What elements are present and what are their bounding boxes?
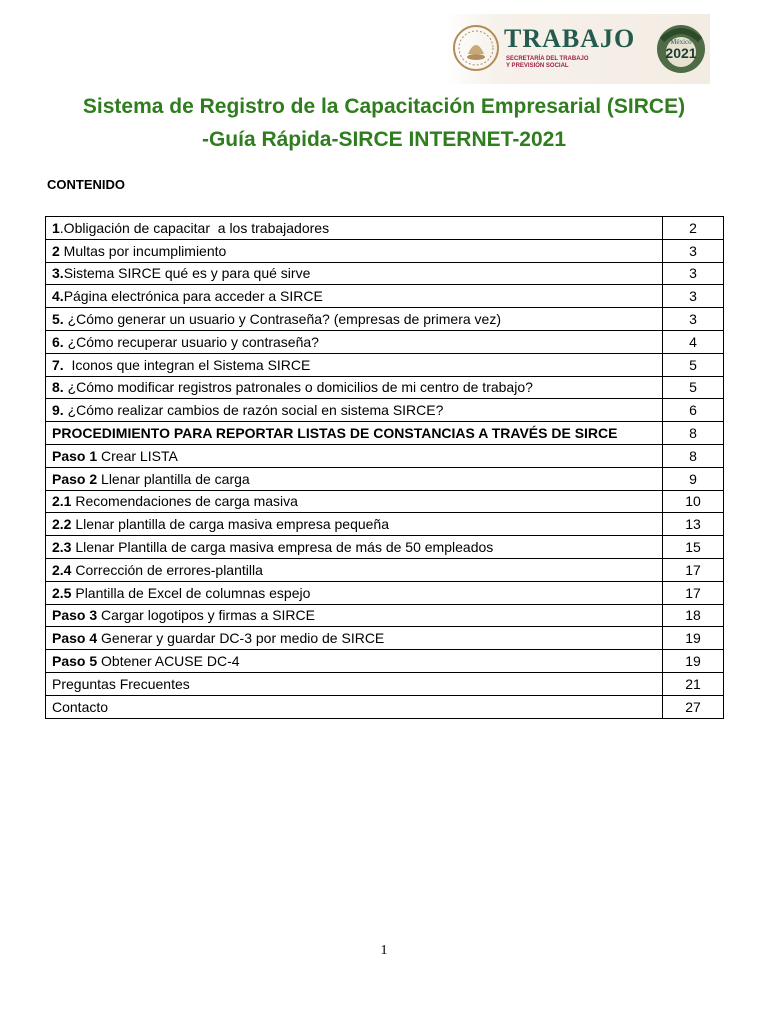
toc-entry-title: [46, 650, 663, 673]
toc-entry-number: 2.3: [52, 539, 72, 556]
toc-entry-page: 19: [663, 650, 724, 673]
toc-entry-page: 2: [663, 217, 724, 240]
document-title-line1: Sistema de Registro de la Capacitación Empresarial (SIRCE): [82, 95, 686, 118]
table-row: [46, 422, 724, 445]
anniversary-top-text: México: [670, 38, 692, 46]
toc-entry-text: Cargar logotipos y firmas a SIRCE: [97, 607, 315, 624]
toc-entry-number: 1: [52, 219, 60, 236]
toc-entry-page: 3: [663, 285, 724, 308]
toc-entry-title: [46, 444, 663, 467]
toc-entry-title: [46, 239, 663, 262]
toc-entry-page: 13: [663, 513, 724, 536]
toc-entry-text: Obtener ACUSE DC-4: [97, 653, 240, 670]
toc-entry-number: 2.2: [52, 516, 72, 533]
toc-entry-title: [46, 353, 663, 376]
table-row: [46, 285, 724, 308]
toc-entry-page: 8: [663, 444, 724, 467]
table-row: [46, 467, 724, 490]
toc-entry-title: [46, 422, 663, 445]
table-row: [46, 217, 724, 240]
toc-entry-text: Página electrónica para acceder a SIRCE: [63, 288, 323, 305]
table-row: [46, 581, 724, 604]
toc-entry-title: [46, 536, 663, 559]
toc-entry-number: 6.: [52, 333, 64, 350]
toc-entry-number: 2.4: [52, 561, 72, 578]
table-row: [46, 490, 724, 513]
toc-entry-number: 5.: [52, 311, 64, 328]
toc-entry-text: ¿Cómo realizar cambios de razón social en sistema SIRCE?: [63, 402, 444, 419]
page-number: 1: [380, 943, 388, 958]
table-row: [46, 513, 724, 536]
anniversary-logo-icon: [654, 22, 708, 76]
toc-entry-text: Preguntas Frecuentes: [52, 675, 190, 692]
toc-entry-text: Llenar plantilla de carga masiva empresa pequeña: [71, 516, 389, 533]
toc-entry-number: 9.: [52, 402, 64, 419]
toc-entry-title: [46, 376, 663, 399]
toc-entry-text: Corrección de errores-plantilla: [71, 561, 263, 578]
toc-entry-number: 4.: [52, 288, 64, 305]
toc-entry-text: ¿Cómo generar un usuario y Contraseña? (empresas de primera vez): [63, 311, 501, 328]
toc-entry-number: 2: [52, 242, 60, 259]
toc-entry-title: [46, 217, 663, 240]
table-row: [46, 627, 724, 650]
toc-entry-text: Llenar Plantilla de carga masiva empresa de más de 50 empleados: [71, 539, 494, 556]
toc-entry-title: [46, 467, 663, 490]
table-row: [46, 558, 724, 581]
table-row: [46, 695, 724, 718]
toc-entry-title: [46, 399, 663, 422]
toc-entry-page: 27: [663, 695, 724, 718]
toc-entry-title: [46, 672, 663, 695]
table-row: [46, 650, 724, 673]
toc-entry-page: 5: [663, 353, 724, 376]
toc-entry-title: [46, 604, 663, 627]
coat-of-arms-icon: [452, 24, 500, 72]
toc-entry-text: Recomendaciones de carga masiva: [71, 493, 298, 510]
toc-entry-title: [46, 581, 663, 604]
table-row: [46, 604, 724, 627]
toc-entry-text: Crear LISTA: [97, 447, 178, 464]
table-row: [46, 376, 724, 399]
toc-entry-number: Paso 3: [52, 607, 98, 624]
toc-entry-title: [46, 695, 663, 718]
toc-entry-page: 19: [663, 627, 724, 650]
toc-entry-page: 15: [663, 536, 724, 559]
table-row: [46, 672, 724, 695]
toc-entry-page: 9: [663, 467, 724, 490]
toc-entry-number: 2.5: [52, 584, 72, 601]
toc-entry-page: 3: [663, 308, 724, 331]
toc-entry-number: Paso 4: [52, 630, 98, 647]
table-row: [46, 330, 724, 353]
toc-entry-text: Llenar plantilla de carga: [97, 470, 250, 487]
contents-heading: CONTENIDO: [47, 177, 125, 192]
toc-entry-text: Iconos que integran el Sistema SIRCE: [63, 356, 311, 373]
table-row: [46, 353, 724, 376]
toc-entry-text: Generar y guardar DC-3 por medio de SIRCE: [97, 630, 385, 647]
table-row: [46, 536, 724, 559]
toc-entry-page: 4: [663, 330, 724, 353]
toc-entry-text: Multas por incumplimiento: [59, 242, 227, 259]
toc-entry-number: Paso 2: [52, 470, 98, 487]
toc-entry-number: Paso 5: [52, 653, 98, 670]
toc-entry-number: Paso 1: [52, 447, 98, 464]
toc-entry-title: [46, 285, 663, 308]
table-row: [46, 444, 724, 467]
toc-entry-title: [46, 262, 663, 285]
toc-entry-number: 7.: [52, 356, 64, 373]
toc-entry-title: [46, 627, 663, 650]
brand-subtitle: SECRETARÍA DEL TRABAJO Y PREVISIÓN SOCIAL: [506, 56, 589, 69]
toc-entry-page: 6: [663, 399, 724, 422]
brand-name: TRABAJO: [504, 24, 636, 53]
toc-entry-page: 21: [663, 672, 724, 695]
toc-entry-page: 8: [663, 422, 724, 445]
toc-entry-page: 3: [663, 262, 724, 285]
table-row: [46, 262, 724, 285]
toc-entry-page: 17: [663, 558, 724, 581]
document-title-line2: -Guía Rápida-SIRCE INTERNET-2021: [201, 128, 567, 151]
toc-entry-text: Plantilla de Excel de columnas espejo: [71, 584, 311, 601]
toc-entry-text: .Obligación de capacitar a los trabajadores: [59, 219, 330, 236]
table-row: [46, 399, 724, 422]
toc-entry-text: ¿Cómo modificar registros patronales o domicilios de mi centro de trabajo?: [63, 379, 533, 396]
toc-entry-title: [46, 558, 663, 581]
table-of-contents: [45, 216, 724, 719]
toc-entry-text: Sistema SIRCE qué es y para qué sirve: [63, 265, 311, 282]
toc-entry-title: [46, 490, 663, 513]
toc-entry-number: PROCEDIMIENTO PARA REPORTAR LISTAS DE CONSTANCIAS A TRAVÉS DE SIRCE: [52, 425, 618, 442]
table-row: [46, 239, 724, 262]
toc-entry-page: 10: [663, 490, 724, 513]
toc-entry-title: [46, 330, 663, 353]
toc-entry-page: 17: [663, 581, 724, 604]
table-row: [46, 308, 724, 331]
toc-entry-page: 18: [663, 604, 724, 627]
toc-entry-text: ¿Cómo recuperar usuario y contraseña?: [63, 333, 319, 350]
toc-entry-page: 3: [663, 239, 724, 262]
toc-entry-title: [46, 308, 663, 331]
toc-entry-number: 8.: [52, 379, 64, 396]
toc-entry-page: 5: [663, 376, 724, 399]
toc-entry-title: [46, 513, 663, 536]
toc-entry-number: 3.: [52, 265, 64, 282]
toc-entry-text: Contacto: [52, 698, 109, 715]
anniversary-year-text: 2021: [665, 45, 697, 61]
toc-entry-number: 2.1: [52, 493, 72, 510]
